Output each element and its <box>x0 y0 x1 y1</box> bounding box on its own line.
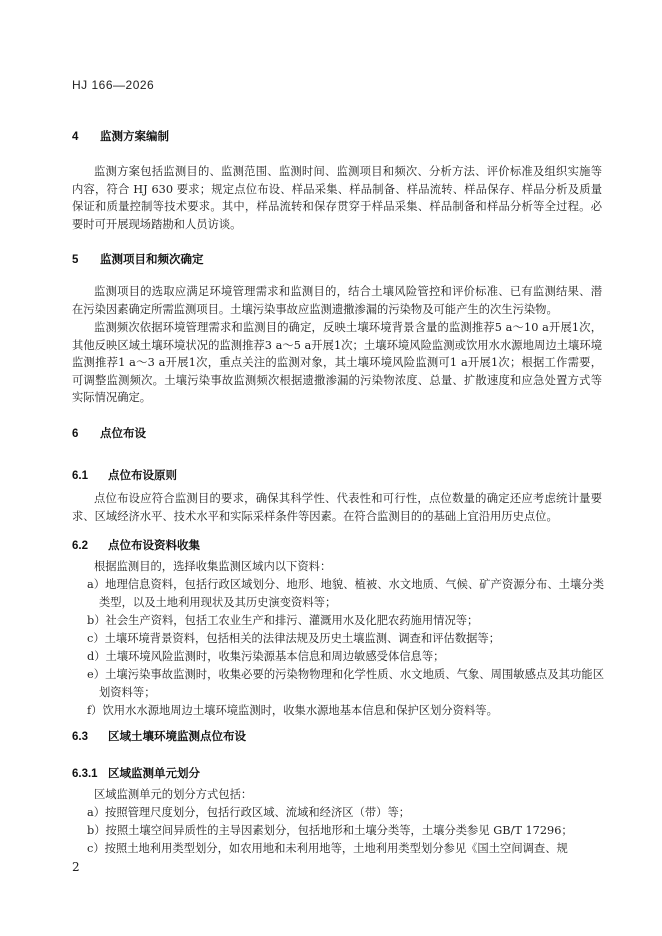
list-item: a）按照管理尺度划分，包括行政区域、流域和经济区（带）等； <box>87 806 411 819</box>
list-item: c）按照土地利用类型划分，如农用地和未利用地等，土地利用类型划分参见《国土空间调查、规 <box>87 842 568 855</box>
section-title: 监测方案编制 <box>100 131 169 143</box>
section-5-paragraph-1: 监测项目的选取应满足环境管理需求和监测目的，结合土壤风险管控和评价标准、已有监测结果、潜在污染因素确定所需监测项目。土壤污染事故应监测遗撒渗漏的污染物及可能产生的次生污染物。 <box>72 285 602 316</box>
section-number: 4 <box>72 131 79 143</box>
list-item: d）土壤环境风险监测时，收集污染源基本信息和周边敏感受体信息等； <box>87 650 445 663</box>
section-title: 点位布设资料收集 <box>108 540 200 552</box>
section-title: 点位布设原则 <box>108 470 177 482</box>
section-title: 区域土壤环境监测点位布设 <box>108 731 246 743</box>
page-number: 2 <box>72 860 80 874</box>
section-6-3-1-heading <box>72 765 200 781</box>
list-item: a）地理信息资料，包括行政区域划分、地形、地貌、植被、水文地质、气候、矿产资源分布、土壤分类类型，以及土地利用现状及其历史演变资料等； <box>87 578 604 609</box>
section-number: 6.1 <box>72 470 88 482</box>
section-title: 点位布设 <box>100 428 146 440</box>
list-item: c）土壤环境背景资料，包括相关的法律法规及历史土壤监测、调查和评估数据等； <box>87 632 501 645</box>
section-number: 6.2 <box>72 540 88 552</box>
list-item: b）社会生产资料，包括工农业生产和排污、灌溉用水及化肥农药施用情况等； <box>87 614 479 627</box>
standard-code-header: HJ 166—2026 <box>72 78 155 92</box>
section-5-heading <box>72 251 204 267</box>
section-6-1-heading <box>72 467 177 483</box>
list-item: f）饮用水水源地周边土壤环境监测时，收集水源地基本信息和保护区划分资料等。 <box>87 704 498 717</box>
section-number: 6 <box>72 428 79 440</box>
section-number: 6.3 <box>72 731 88 743</box>
section-6-3-heading <box>72 728 246 744</box>
section-4-heading <box>72 128 169 144</box>
list-item: b）按照土壤空间异质性的主导因素划分，包括地形和土壤分类等，土壤分类参见 GB/T 17296； <box>87 824 573 837</box>
section-6-1-paragraph: 点位布设应符合监测目的要求，确保其科学性、代表性和可行性，点位数量的确定还应考虑统计量要求、区域经济水平、技术水平和实际采样条件等因素。在符合监测目的的基础上宜沿用历史点位。 <box>72 492 602 523</box>
section-4-paragraph: 监测方案包括监测目的、监测范围、监测时间、监测项目和频次、分析方法、评价标准及组织实施等内容，符合 HJ 630 要求；规定点位布设、样品采集、样品制备、样品流转、样品保存、样品分析及质量保证和质量控制等技术要求。其中，样品流转和保存贯穿于样品采集、样品制备和样品分析等全过程。必要时可开展现场踏勘和人员访谈。 <box>72 165 602 231</box>
section-title: 监测项目和频次确定 <box>100 254 204 266</box>
section-6-2-heading <box>72 537 200 553</box>
section-number: 5 <box>72 254 79 266</box>
section-number: 6.3.1 <box>72 768 98 780</box>
section-title: 区域监测单元划分 <box>108 768 200 780</box>
section-6-heading <box>72 425 146 441</box>
list-item: e）土壤污染事故监测时，收集必要的污染物物理和化学性质、水文地质、气象、周围敏感点及其功能区划资料等； <box>87 668 604 699</box>
section-5-paragraph-2: 监测频次依据环境管理需求和监测目的确定，反映土壤环境背景含量的监测推荐5 a～10 a开展1次，其他反映区域土壤环境状况的监测推荐3 a～5 a开展1次；土壤环境风险监测或饮用水水源地周边土壤环境监测推荐1 a～3 a开展1次，重点关注的监测对象，其土壤环境风险监测可1 a开展1次；根据工作需要，可调整监测频次。土壤污染事故监测频次根据遗撒渗漏的污染物浓度、总量、扩散速度和应急处置方式等实际情况确定。 <box>72 321 602 405</box>
section-6-2-intro: 根据监测目的，选择收集监测区域内以下资料： <box>94 560 332 573</box>
section-6-3-1-intro: 区域监测单元的划分方式包括： <box>94 788 253 801</box>
